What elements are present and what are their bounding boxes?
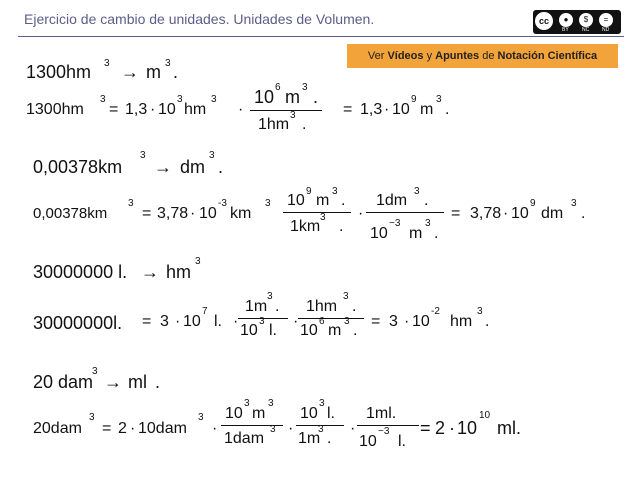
ex1-lhs: 1300hm	[26, 101, 84, 118]
cc-label-nd: ND	[602, 27, 610, 33]
ex4-f2-num-exp: 3	[319, 398, 325, 409]
ex2-f2-den-unit: m	[409, 225, 423, 242]
ex2-lhs: 0,00378km	[33, 205, 108, 222]
ex2-f1-num-unit-exp: 3	[332, 186, 338, 197]
ex2-lhs-exp: 3	[128, 198, 134, 209]
ex1-eq2: =	[343, 101, 353, 118]
ex1-heading-exp: 3	[104, 58, 110, 69]
ex2-dot: ·	[358, 205, 364, 222]
ex3-res-coef: 3	[389, 313, 398, 330]
ex1-res-dot: .	[445, 101, 450, 118]
ex2-f1-num: 10	[287, 192, 305, 209]
ex4-lhs-exp: 3	[89, 412, 95, 423]
fraction-bar	[283, 212, 351, 213]
ex3-lhs: 30000000l.	[33, 313, 123, 333]
cc-label-nc: NC	[582, 27, 590, 33]
ex4-heading-dot: .	[155, 372, 161, 392]
ex4-f1-num: 10	[225, 405, 243, 422]
ex3-f1-num-exp: 3	[267, 291, 273, 302]
ex2-res-times: ·	[503, 205, 509, 222]
ex4-eq2: =	[420, 418, 431, 438]
ex1-heading-arrow: →	[121, 62, 139, 82]
ex2-res-base: 10	[511, 205, 529, 222]
ex2-base: 10	[199, 205, 217, 222]
ex2-heading-arrow: →	[154, 157, 172, 177]
ex2-f1-num-dot: .	[341, 192, 346, 209]
ex4-f2-den: 1m	[298, 430, 321, 447]
ex2-eq1: =	[142, 205, 152, 222]
ex4-times: ·	[130, 420, 136, 437]
ex1-frac-den-exp: 3	[290, 110, 296, 121]
ex3-base: 10	[183, 313, 201, 330]
notice-apuntes: Apuntes	[435, 50, 480, 62]
ex1-res-unit-exp: 3	[436, 94, 442, 105]
ex1-frac-num-dot: .	[313, 87, 319, 107]
ex1-times: ·	[150, 101, 156, 118]
ex2-heading-dot: .	[218, 157, 224, 177]
ex2-f2-den: 10	[370, 225, 388, 242]
page-title: Ejercicio de cambio de unidades. Unidades de Volumen.	[24, 11, 375, 27]
ex3-f2-den-exp: 6	[319, 316, 325, 327]
ex3-f1-num-dot: .	[275, 298, 280, 315]
ex3-heading-arrow: →	[141, 262, 159, 282]
ex1-res-coef: 1,3	[360, 101, 383, 118]
ex2-unit-exp: 3	[265, 198, 271, 209]
ex2-f2-num-exp: 3	[414, 186, 420, 197]
ex1-unit: hm	[184, 101, 207, 118]
ex3-res-unit-exp: 3	[477, 306, 483, 317]
ex3-res-unit: hm	[450, 313, 473, 330]
ex3-res-dot: .	[485, 313, 490, 330]
ex1-res-base-exp: 9	[411, 94, 417, 105]
notice-text: y	[423, 50, 436, 62]
ex3-heading-lhs: 30000000 l.	[33, 262, 128, 282]
ex4-heading-arrow: →	[104, 372, 122, 392]
header-divider	[18, 36, 624, 37]
ex4-res-base: 10	[457, 418, 478, 438]
ex2-res-unit-exp: 3	[571, 198, 577, 209]
ex2-times: ·	[190, 205, 196, 222]
ex1-frac-num-exp: 6	[275, 82, 281, 93]
ex1-eq1: =	[109, 101, 119, 118]
ex1-lhs-exp: 3	[100, 94, 106, 105]
ex2-unit: km	[230, 205, 252, 222]
ex1-frac-num-unit: m	[285, 87, 300, 107]
ex4-f1-den-exp: 3	[270, 424, 276, 435]
money-icon: $	[579, 13, 593, 27]
ex4-f2-num-unit: l.	[327, 405, 335, 422]
ex1-res-times: ·	[384, 101, 390, 118]
ex4-coef: 2	[118, 420, 127, 437]
ex3-unit: l.	[214, 313, 222, 330]
ex4-f2-num: 10	[300, 405, 318, 422]
fraction-bar	[298, 318, 364, 319]
ex3-f1-den-unit: l.	[269, 322, 277, 339]
ex1-frac-num-unit-exp: 3	[302, 82, 308, 93]
ex2-res-base-exp: 9	[530, 198, 536, 209]
ex1-coef: 1,3	[125, 101, 148, 118]
ex3-f1-num: 1m	[245, 298, 268, 315]
ex4-f2-den-dot: .	[327, 430, 332, 447]
ex4-dot2: ·	[288, 420, 294, 437]
ex2-heading-unit-exp: 3	[209, 150, 215, 161]
creative-commons-badge	[533, 10, 621, 34]
ex2-f2-num: 1dm	[376, 192, 408, 209]
ex3-f2-num-dot: .	[352, 298, 357, 315]
ex3-res-times: ·	[404, 313, 410, 330]
ex2-f1-num-exp: 9	[306, 186, 312, 197]
ex4-res-times: ·	[449, 418, 455, 438]
ex4-res-unit: ml.	[497, 418, 521, 438]
ex4-heading-unit: ml	[128, 372, 147, 392]
fraction-bar	[250, 110, 322, 111]
ex4-dot3: ·	[350, 420, 356, 437]
ex4-f1-num-unit: m	[252, 405, 266, 422]
ex1-dot: ·	[238, 101, 244, 118]
equals-icon: =	[599, 13, 613, 27]
ex4-heading-exp: 3	[92, 366, 98, 377]
ex4-lhs: 20dam	[33, 420, 82, 437]
ex3-dot2: ·	[293, 313, 299, 330]
ex4-eq1: =	[102, 420, 112, 437]
ex2-heading-unit: dm	[180, 157, 206, 177]
header	[0, 0, 638, 44]
ex3-f1-den-exp: 3	[259, 316, 265, 327]
ex4-dot1: ·	[212, 420, 218, 437]
ex1-base: 10	[158, 101, 176, 118]
ex2-heading-exp: 3	[140, 150, 146, 161]
ex3-coef: 3	[160, 313, 169, 330]
ex3-heading-unit: hm	[166, 262, 192, 282]
ex4-f3-den: 10	[359, 433, 377, 450]
ex2-base-exp: -3	[218, 198, 227, 209]
ex4-base: 10dam	[138, 420, 187, 437]
ex1-res-base: 10	[392, 101, 410, 118]
ex1-heading-unit-exp: 3	[165, 58, 171, 69]
ex4-f3-den-exp: −3	[378, 426, 390, 437]
ex2-res-dot: .	[581, 205, 586, 222]
ex4-res-coef: 2	[435, 418, 446, 438]
ex2-f1-den: 1km	[290, 218, 321, 235]
ex1-res-unit: m	[420, 101, 434, 118]
ex1-unit-exp: 3	[211, 94, 217, 105]
fraction-bar	[366, 212, 444, 213]
ex3-f2-den-unit-exp: 3	[344, 316, 350, 327]
ex4-base-exp: 3	[198, 412, 204, 423]
ex3-f2-den: 10	[300, 322, 318, 339]
ex2-eq2: =	[451, 205, 461, 222]
ex3-eq1: =	[142, 313, 152, 330]
ex1-frac-den-dot: .	[302, 116, 307, 133]
person-icon: ●	[559, 13, 573, 27]
ex4-f2-den-exp: 3	[318, 424, 324, 435]
ex2-heading-lhs: 0,00378km	[33, 157, 123, 177]
ex2-f2-den-dot: .	[434, 225, 439, 242]
ex2-f1-den-exp: 3	[320, 212, 326, 223]
notice-text: de	[479, 50, 498, 62]
ex3-f1-den: 10	[240, 322, 258, 339]
ex4-f1-den: 1dam	[224, 430, 265, 447]
ex2-f2-num-dot: .	[424, 192, 429, 209]
ex3-res-base: 10	[412, 313, 430, 330]
ex3-f2-num-exp: 3	[343, 291, 349, 302]
ex2-f2-den-unit-exp: 3	[425, 218, 431, 229]
ex3-f2-den-unit: m	[328, 322, 342, 339]
ex3-res-base-exp: -2	[431, 306, 440, 317]
ex3-dot1: ·	[233, 313, 239, 330]
notice-text: Ver	[367, 50, 388, 62]
ex2-f1-num-unit: m	[316, 192, 330, 209]
ex4-f1-num-unit-exp: 3	[268, 398, 274, 409]
notice-topic: Notación Científica	[497, 50, 598, 62]
ex2-res-unit: dm	[541, 205, 564, 222]
ex4-f3-num: 1ml.	[366, 405, 397, 422]
ex2-f1-den-dot: .	[339, 218, 344, 235]
ex3-f2-num: 1hm	[306, 298, 338, 315]
ex2-f2-den-exp: −3	[389, 218, 401, 229]
ex1-base-exp: 3	[177, 94, 183, 105]
videos-notes-link[interactable]	[347, 44, 618, 68]
notice-videos: Vídeos	[387, 50, 424, 62]
ex4-res-base-exp: 10	[479, 410, 491, 421]
ex3-times: ·	[175, 313, 181, 330]
ex1-heading-dot: .	[173, 62, 179, 82]
ex3-base-exp: 7	[202, 306, 208, 317]
ex3-heading-unit-exp: 3	[195, 256, 201, 267]
ex1-frac-den: 1hm	[258, 116, 290, 133]
ex1-frac-num: 10	[254, 87, 275, 107]
cc-logo-icon: cc	[535, 12, 553, 30]
ex1-heading-lhs: 1300hm	[26, 62, 92, 82]
ex3-eq2: =	[371, 313, 381, 330]
ex1-heading-unit: m	[146, 62, 161, 82]
ex4-f1-num-exp: 3	[244, 398, 250, 409]
cc-label-by: BY	[562, 27, 569, 33]
ex2-res-coef: 3,78	[470, 205, 502, 222]
ex2-coef: 3,78	[157, 205, 189, 222]
ex3-f2-den-dot: .	[353, 322, 358, 339]
ex4-heading-lhs: 20 dam	[33, 372, 94, 392]
ex4-f3-den-unit: l.	[398, 433, 406, 450]
